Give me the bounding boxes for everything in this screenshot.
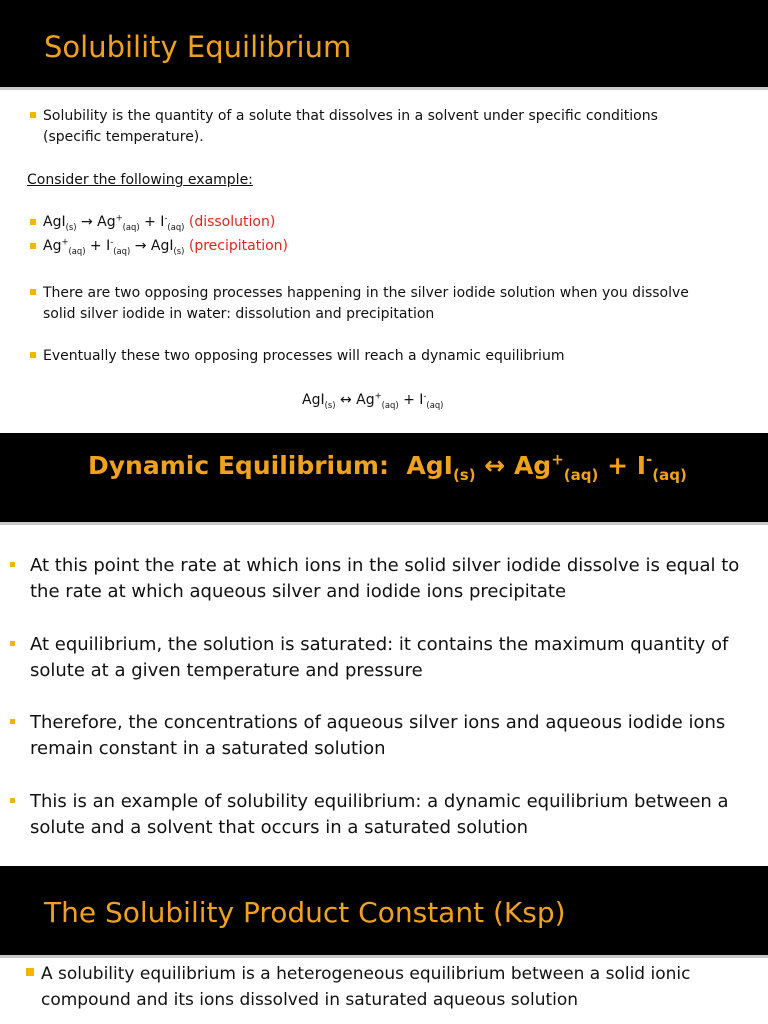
slide2-title-band xyxy=(0,433,768,525)
slide1-equation-precipitation: $Ag^+_{(aq)} + I^-_{(aq)} \to AgI_{(s)}$ (precipitation) xyxy=(43,236,288,256)
slide1-title-band xyxy=(0,0,768,90)
slide3-title: The Solubility Product Constant (Ksp) xyxy=(44,896,566,929)
bullet-icon xyxy=(30,112,36,118)
slide2-bullet2-line2: solute at a given temperature and pressure xyxy=(30,660,423,681)
bullet-icon xyxy=(10,798,15,803)
slide1-consider-label: Consider the following example: xyxy=(27,172,253,188)
precipitation-label: (precipitation) xyxy=(188,238,288,254)
slide1-equilibrium-equation: AgI$_{(s)}$ ↔ $Ag^+_{(aq)} + I^-_{(aq)}$ xyxy=(302,390,444,410)
slide1-bullet3: Eventually these two opposing processes will reach a dynamic equilibrium xyxy=(43,348,565,364)
slide2-bullet4-line1: This is an example of solubility equilibrium: a dynamic equilibrium between a xyxy=(30,791,729,812)
bullet-icon xyxy=(30,352,36,358)
slide1-bullet1-line1: Solubility is the quantity of a solute that dissolves in a solvent under specific conditions xyxy=(43,108,658,124)
bullet-icon xyxy=(30,243,36,249)
slide2-bullet1-line2: the rate at which aqueous silver and iodide ions precipitate xyxy=(30,581,567,602)
slide2-bullet3-line2: remain constant in a saturated solution xyxy=(30,738,386,759)
dissolution-label: (dissolution) xyxy=(188,214,276,230)
slide3-title-band xyxy=(0,866,768,958)
bullet-icon xyxy=(30,219,36,225)
bullet-icon xyxy=(10,562,15,567)
slide2-bullet2-line1: At equilibrium, the solution is saturated: it contains the maximum quantity of xyxy=(30,634,729,655)
bullet-icon xyxy=(26,968,34,976)
slide1-bullet2-line1: There are two opposing processes happening in the silver iodide solution when you dissolve xyxy=(43,285,689,301)
bullet-icon xyxy=(30,289,36,295)
slide2-title-text: Dynamic Equilibrium: xyxy=(88,451,389,480)
bullet-icon xyxy=(10,641,15,646)
slide3-bullet1-line1: A solubility equilibrium is a heterogeneous equilibrium between a solid ionic xyxy=(41,964,691,984)
slide3-bullet1-line2: compound and its ions dissolved in saturated aqueous solution xyxy=(41,990,579,1010)
slide1-title: Solubility Equilibrium xyxy=(44,30,352,64)
slide1-equation-dissolution: $AgI_{(s)} \to Ag^+_{(aq)} + I^-_{(aq)}$ (dissolution) xyxy=(43,212,276,232)
bullet-icon xyxy=(10,719,15,724)
slide1-bullet2-line2: solid silver iodide in water: dissolution and precipitation xyxy=(43,306,435,322)
slide2-bullet4-line2: solute and a solvent that occurs in a saturated solution xyxy=(30,817,529,838)
slide2-bullet3-line1: Therefore, the concentrations of aqueous silver ions and aqueous iodide ions xyxy=(30,712,726,733)
slide2-title: Dynamic Equilibrium: AgI$_{(s)}$ ↔ $Ag^+_{(aq)} + I^-_{(aq)}$ xyxy=(88,450,687,484)
slide2-bullet1-line1: At this point the rate at which ions in the solid silver iodide dissolve is equal to xyxy=(30,555,740,576)
slide1-bullet1-line2: (specific temperature). xyxy=(43,129,204,145)
